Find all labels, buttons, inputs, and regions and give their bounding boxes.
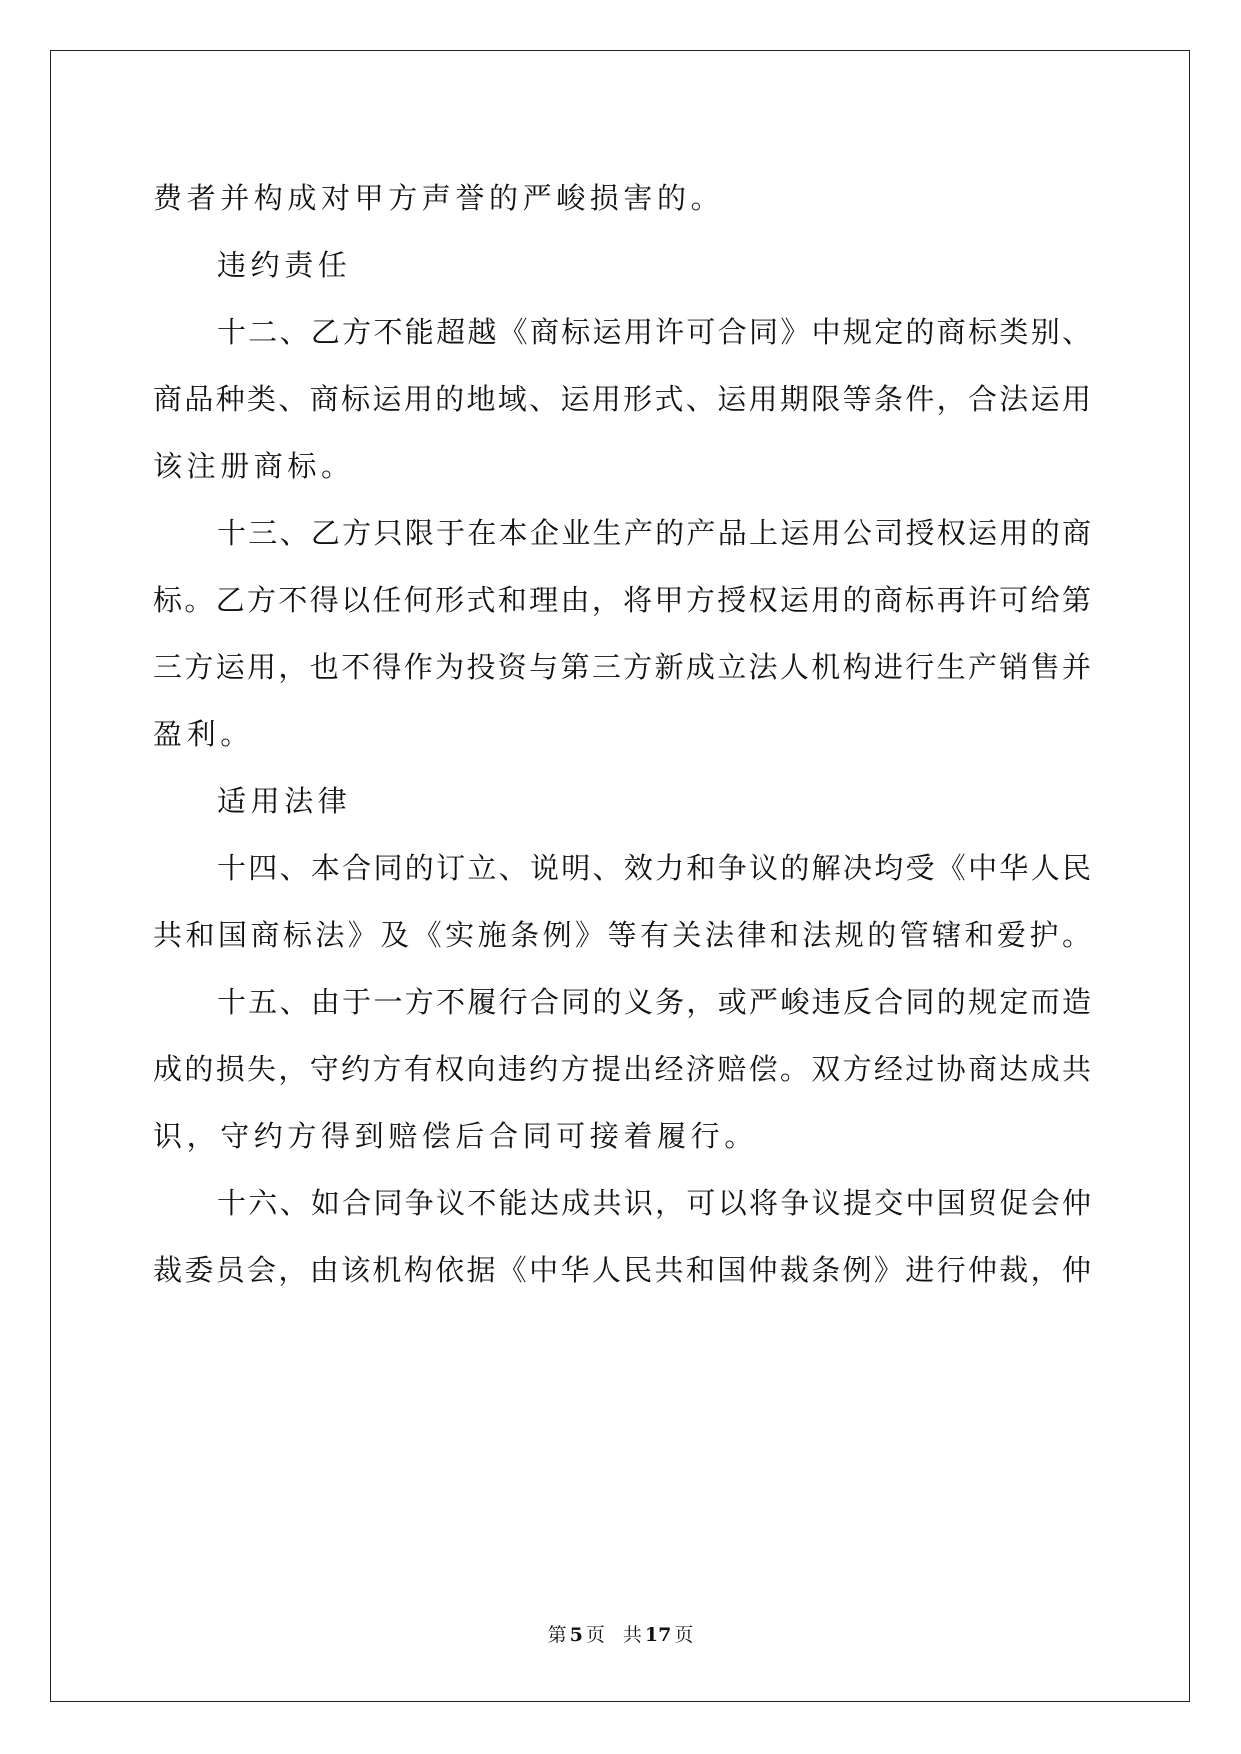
paragraph-line: 十五、由于一方不履行合同的义务，或严峻违反合同的规定而造 bbox=[217, 985, 1091, 1019]
section-heading: 违约责任 bbox=[217, 248, 352, 282]
total-suffix: 页 bbox=[674, 1624, 694, 1646]
page-footer bbox=[0, 1620, 1241, 1647]
paragraph-line: 商品种类、商标运用的地域、运用形式、运用期限等条件，合法运用 bbox=[153, 382, 1091, 416]
page-prefix: 第 bbox=[547, 1624, 567, 1646]
paragraph-line: 成的损失，守约方有权向违约方提出经济赔偿。双方经过协商达成共 bbox=[153, 1052, 1091, 1086]
page-suffix: 页 bbox=[585, 1624, 605, 1646]
paragraph-line: 三方运用，也不得作为投资与第三方新成立法人机构进行生产销售并 bbox=[153, 650, 1091, 684]
document-body bbox=[153, 165, 1091, 1304]
paragraph-line: 标。乙方不得以任何形式和理由，将甲方授权运用的商标再许可给第 bbox=[153, 583, 1091, 617]
total-prefix: 共 bbox=[622, 1624, 642, 1646]
paragraph-line: 十三、乙方只限于在本企业生产的产品上运用公司授权运用的商 bbox=[217, 516, 1091, 550]
paragraph-line: 共和国商标法》及《实施条例》等有关法律和法规的管辖和爱护。 bbox=[153, 918, 1091, 952]
paragraph-line: 裁委员会，由该机构依据《中华人民共和国仲裁条例》进行仲裁，仲 bbox=[153, 1253, 1091, 1287]
paragraph-line: 十二、乙方不能超越《商标运用许可合同》中规定的商标类别、 bbox=[217, 315, 1091, 349]
paragraph-line: 该注册商标。 bbox=[153, 449, 355, 483]
paragraph-line: 十六、如合同争议不能达成共识，可以将争议提交中国贸促会仲 bbox=[217, 1186, 1091, 1220]
section-heading: 适用法律 bbox=[217, 784, 352, 818]
paragraph-line: 盈利。 bbox=[153, 717, 254, 751]
paragraph-line: 识，守约方得到赔偿后合同可接着履行。 bbox=[153, 1119, 758, 1153]
paragraph-line: 费者并构成对甲方声誉的严峻损害的。 bbox=[153, 181, 725, 215]
paragraph-line: 十四、本合同的订立、说明、效力和争议的解决均受《中华人民 bbox=[217, 851, 1091, 885]
total-pages: 17 bbox=[644, 1624, 672, 1646]
page-number: 5 bbox=[569, 1624, 583, 1646]
